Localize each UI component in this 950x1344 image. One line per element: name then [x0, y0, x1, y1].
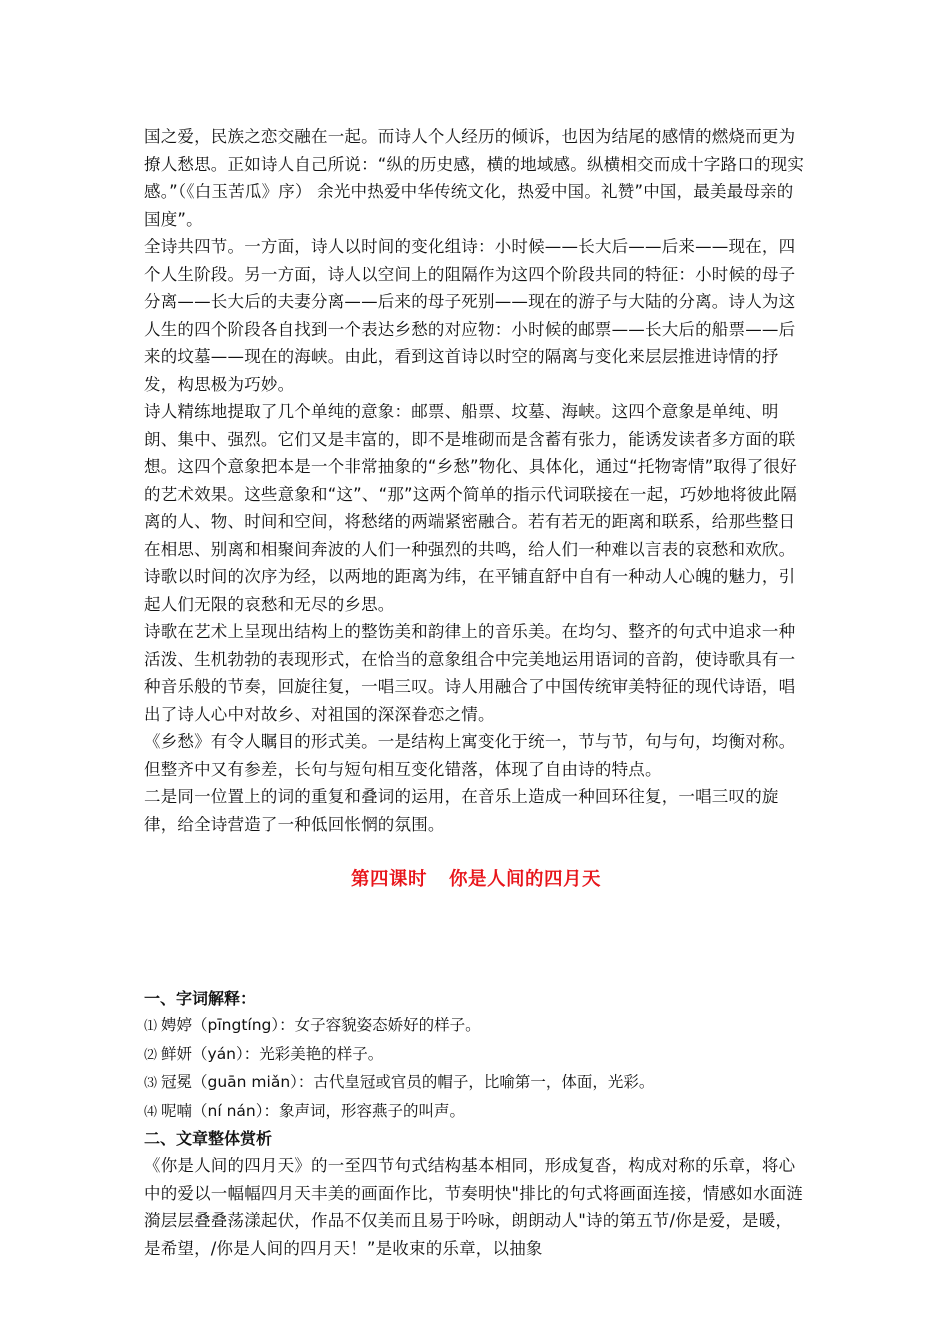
paragraph: 国之爱，民族之恋交融在一起。而诗人个人经历的倾诉，也因为结尾的感情的燃烧而更为撩人愁思。正如诗人自己所说：“纵的历史感，横的地域感。纵横相交而成十字路口的现实感。”（《白玉苦瓜》序） 余光中热爱中华传统文化，热爱中国。礼赞”中国，最美最母亲的国度”。 [144, 127, 805, 229]
vocab-item [144, 1098, 808, 1127]
vocab-text: 鲜妍（yán）：光彩美艳的样子。 [161, 1044, 384, 1063]
section-heading-vocab: 一、字词解释： [144, 989, 257, 1008]
vocab-item [144, 1069, 808, 1098]
document-body [144, 123, 808, 1262]
vocab-number: ⑵ [144, 1047, 158, 1063]
paragraph: 全诗共四节。一方面，诗人以时间的变化组诗：小时候——长大后——后来——现在，四个人生阶段。另一方面，诗人以空间上的阻隔作为这四个阶段共同的特征：小时候的母子分离——长大后的夫妻分离——后来的母子死别——现在的游子与大陆的分离。诗人为这人生的四个阶段各自找到一个表达乡愁的对应物：小时候的邮票——长大后的船票——后来的坟墓——现在的海峡。由此，看到这首诗以时空的隔离与变化来层层推进诗情的抒发，构思极为巧妙。 [144, 237, 796, 394]
section-heading-appreciation: 二、文章整体赏析 [144, 1129, 273, 1148]
paragraph: 诗歌在艺术上呈现出结构上的整饬美和韵律上的音乐美。在均匀、整齐的句式中追求一种活泼、生机勃勃的表现形式，在恰当的意象组合中完美地运用语词的音韵，使诗歌具有一种音乐般的节奏，回旋往复，一唱三叹。诗人用融合了中国传统审美特征的现代诗语，唱出了诗人心中对故乡、对祖国的深深眷恋之情。 [144, 622, 796, 724]
chapter-title [144, 866, 808, 894]
paragraph: 诗人精练地提取了几个单纯的意象：邮票、船票、坟墓、海峡。这四个意象是单纯、明朗、集中、强烈。它们又是丰富的，即不是堆砌而是含蓄有张力，能诱发读者多方面的联想。这四个意象把本是一个非常抽象的“乡愁”物化、具体化，通过“托物寄情”取得了很好的艺术效果。这些意象和“这”、“那”这两个简单的指示代词联接在一起，巧妙地将彼此隔离的人、物、时间和空间，将愁绪的两端紧密融合。若有若无的距离和联系，给那些整日在相思、别离和相聚间奔波的人们一种强烈的共鸣，给人们一种难以言表的哀愁和欢欣。诗歌以时间的次序为经，以两地的距离为纬，在平铺直舒中自有一种动人心魄的魅力，引起人们无限的哀愁和无尽的乡思。 [144, 402, 797, 614]
vocab-item [144, 1041, 808, 1070]
chapter-title-lesson: 第四课时 [350, 869, 427, 890]
vocab-text: 冠冕（guān miǎn）：古代皇冠或官员的帽子，比喻第一，体面，光彩。 [161, 1073, 655, 1091]
vocab-number: ⑶ [144, 1076, 158, 1091]
vocab-number: ⑴ [144, 1019, 158, 1034]
paragraph: 二是同一位置上的词的重复和叠词的运用，在音乐上造成一种回环往复，一唱三叹的旋律，给全诗营造了一种低回怅惘的氛围。 [144, 787, 779, 834]
vocab-text: 呢喃（ní nán）：象声词，形容燕子的叫声。 [161, 1101, 465, 1120]
vocab-text: 娉婷（pīngtíng）：女子容貌姿态娇好的样子。 [161, 1016, 481, 1034]
chapter-title-name: 你是人间的四月天 [449, 869, 602, 890]
vocab-item [144, 1012, 808, 1041]
paragraph: 《你是人间的四月天》的一至四节句式结构基本相同，形成复沓，构成对称的乐章，将心中的爱以一幅幅四月天丰美的画面作比，节奏明快"排比的句式将画面连接，情感如水面涟漪层层叠叠荡漾起伏，作品不仅美而且易于吟咏，朗朗动人"诗的第五节/你是爱，是暖，是希望，/你是人间的四月天！”是收束的乐章，以抽象 [144, 1156, 804, 1258]
vocab-list [144, 1012, 808, 1126]
paragraph: 《乡愁》有令人瞩目的形式美。一是结构上寓变化于统一，节与节，句与句，均衡对称。但整齐中又有参差，长句与短句相互变化错落，体现了自由诗的特点。 [144, 732, 796, 779]
vocab-number: ⑷ [144, 1104, 158, 1120]
